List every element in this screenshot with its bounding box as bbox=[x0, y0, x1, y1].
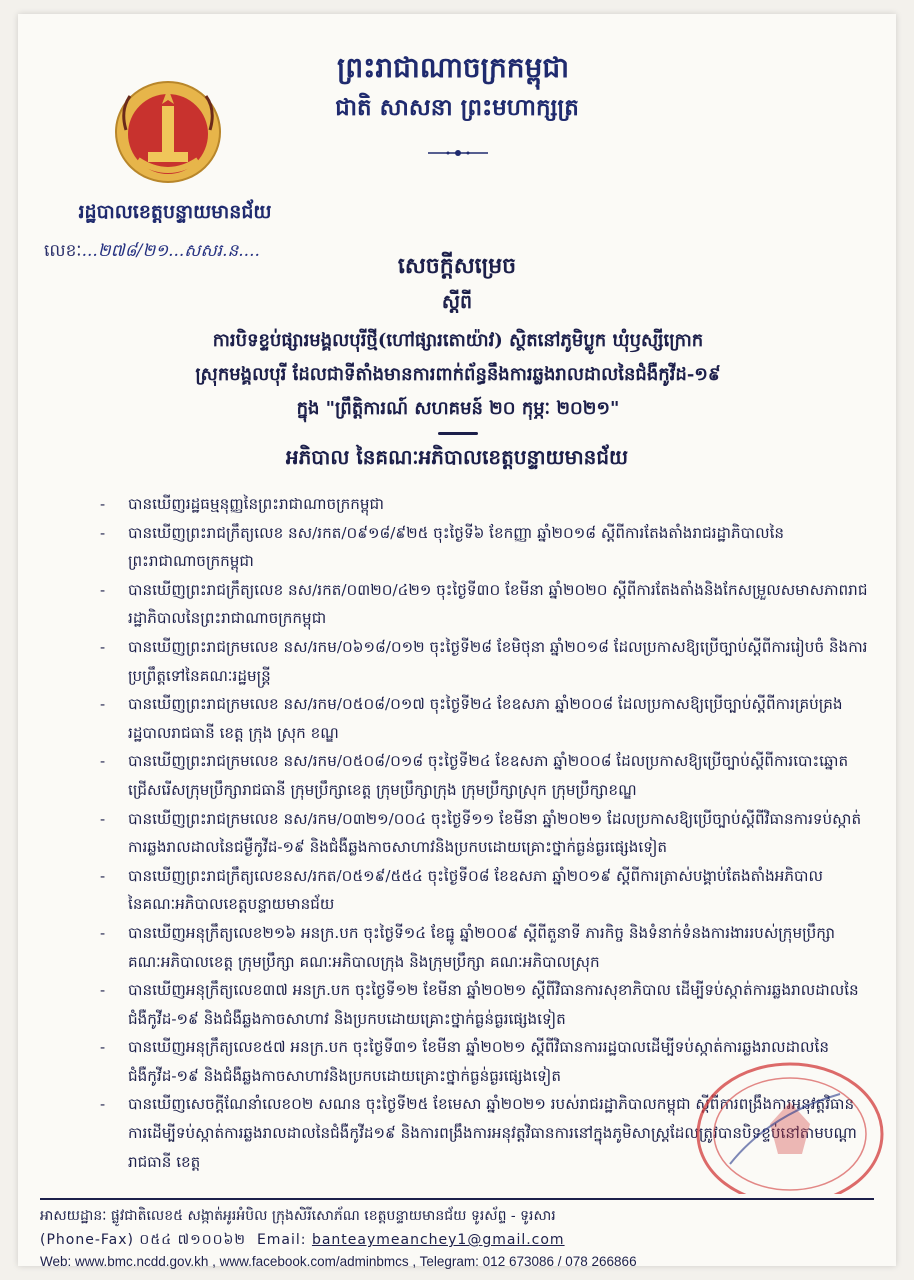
document-subtitle: ស្តីពី bbox=[441, 291, 473, 313]
list-item: - បានឃើញរដ្ឋធម្មនុញ្ញនៃព្រះរាជាណាចក្រកម្ពុជា bbox=[100, 495, 384, 513]
list-item: - បានឃើញព្រះរាជក្រមលេខ នស/រកម/០៥០៨/០១៧ ចុះថ្ងៃទី២៤ ខែឧសភា ឆ្នាំ២០០៨ ដែលប្រកាសឱ្យប្រើច្បាប់ស្តីពីការគ្រប់គ្រងរដ្ឋបាលរាជធានី ខេត្ត ក្រុង ស្រុក ខណ្ឌ bbox=[100, 695, 843, 742]
ornament-divider-icon bbox=[428, 148, 488, 158]
ref-suffix: ...សសរ.ន.... bbox=[168, 241, 260, 261]
list-item: - បានឃើញព្រះរាជក្រមលេខ នស/រកម/០៥០៨/០១៨ ចុះថ្ងៃទី២៤ ខែឧសភា ឆ្នាំ២០០៨ ដែលប្រកាសឱ្យប្រើច្បាប់ស្តីពីការបោះឆ្នោតជ្រើសរើសក្រុមប្រឹក្សារាជធានី ក្រុមប្រឹក្សាខេត្ត ក្រុមប្រឹក្សាក្រុង ក្រុមប្រឹក្សាស្រុក ក្រុមប្រឹក្សាខណ្ឌ bbox=[100, 752, 849, 799]
footer-divider bbox=[40, 1198, 874, 1200]
list-item: - បានឃើញព្រះរាជក្រមលេខ នស/រកម/០៣២១/០០៤ ចុះថ្ងៃទី១១ ខែមីនា ឆ្នាំ២០២១ ដែលប្រកាសឱ្យប្រើច្បាប់ស្តីពីវិធានការទប់ស្កាត់ការឆ្លងរាលដាលនៃជម្ងឺកូវីដ-១៩ និងជំងឺឆ្លងកាចសាហាវនិងប្រកបដោយគ្រោះថ្នាក់ធ្ងន់ធ្ងរផ្សេងទៀត bbox=[100, 809, 862, 857]
list-item: - បានឃើញព្រះរាជក្រឹត្យលេខ នស/រកត/០៩១៨/៩២៥ ចុះថ្ងៃទី៦ ខែកញ្ញា ឆ្នាំ២០១៨ ស្តីពីការតែងតាំងរាជរដ្ឋាភិបាលនៃព្រះរាជាណាចក្រកម្ពុជា bbox=[100, 523, 785, 571]
title-divider bbox=[438, 432, 478, 435]
ref-number-handwritten: ...២៧៨/២១ bbox=[81, 241, 169, 261]
list-item: - បានឃើញព្រះរាជក្រឹត្យលេខនស/រកត/០៥១៩/៥៥៤ ចុះថ្ងៃទី០៨ ខែឧសភា ឆ្នាំ២០១៩ ស្តីពីការត្រាស់បង្គាប់តែងតាំងអភិបាល នៃគណៈអភិបាលខេត្តបន្ទាយមានជ័យ bbox=[100, 866, 823, 914]
topic-line-2: ស្រុកមង្គលបុរី ដែលជាទីតាំងមានការពាក់ព័ន្ធនឹងការឆ្លងរាលដាលនៃជំងឺកូវីដ-១៩ bbox=[195, 364, 721, 385]
national-motto: ជាតិ សាសនា ព្រះមហាក្សត្រ bbox=[335, 94, 579, 121]
kingdom-title: ព្រះរាជាណាចក្រកម្ពុជា bbox=[336, 51, 569, 84]
footer-contact bbox=[40, 1230, 565, 1251]
list-item: - បានឃើញព្រះរាជក្រឹត្យលេខ នស/រកត/០៣២០/៤២១ ចុះថ្ងៃទី៣០ ខែមីនា ឆ្នាំ២០២០ ស្តីពីការតែងតាំងនិងកែសម្រួលសមាសភាពរាជរដ្ឋាភិបាលនៃព្រះរាជាណាចក្រកម្ពុជា bbox=[100, 580, 868, 628]
official-seal-stamp-icon bbox=[690, 1054, 890, 1194]
footer-email-label: Email: bbox=[256, 1232, 307, 1248]
section-heading: អភិបាល នៃគណៈអភិបាលខេត្តបន្ទាយមានជ័យ bbox=[285, 445, 629, 469]
topic-line-1: ការបិទខ្ទប់ផ្សារមង្គលបុរីថ្មី(ហៅផ្សារតោយ៉ាវ) ស្ថិតនៅភូមិប្លូក ឃុំឫស្សីក្រោក bbox=[212, 330, 704, 351]
footer-phone: (Phone-Fax) ០៥៤ ៧១០០៦២ bbox=[40, 1232, 247, 1248]
issuing-authority: រដ្ឋបាលខេត្តបន្ទាយមានជ័យ bbox=[78, 201, 272, 223]
footer-email-link[interactable]: banteaymeanchey1@gmail.com bbox=[311, 1232, 565, 1248]
footer-address: អាសយដ្ឋានៈ ផ្លូវជាតិលេខ៥ សង្កាត់អូរអំបិល ក្រុងសិរីសោភ័ណ ខេត្តបន្ទាយមានជ័យ ទូរស័ព្ទ - ទូរសារ bbox=[40, 1208, 556, 1224]
document-title: សេចក្តីសម្រេច bbox=[397, 253, 517, 279]
ref-label: លេខៈ bbox=[44, 241, 82, 261]
list-item: - បានឃើញសេចក្តីណែនាំលេខ០២ សណន ចុះថ្ងៃទី២៥ ខែមេសា ឆ្នាំ២០២១ របស់រាជរដ្ឋាភិបាលកម្ពុជា ស្តីពីការពង្រឹងការអនុវត្តវិធានការដើម្បីទប់ស្កាត់ការឆ្លងរាលដាលនៃជំងឺកូវីដ១៩ និងការពង្រឹងការអនុវត្តវិធានការនៅក្នុងភូមិសាស្ត្រដែលត្រូវបានបិទខ្ទប់នៅតាមបណ្តារាជធានី ខេត្ត bbox=[100, 1095, 857, 1171]
list-item: - បានឃើញអនុក្រឹត្យលេខ៣៧ អនក្រ.បក ចុះថ្ងៃទី១២ ខែមីនា ឆ្នាំ២០២១ ស្តីពីវិធានការសុខាភិបាល ដើម្បីទប់ស្កាត់ការឆ្លងរាលដាលនៃជំងឺកូវីដ-១៩ និងជំងឺឆ្លងកាចសាហាវ និងប្រកបដោយគ្រោះថ្នាក់ធ្ងន់ធ្ងរផ្សេងទៀត bbox=[100, 981, 859, 1028]
list-item: - បានឃើញព្រះរាជក្រមលេខ នស/រកម/០៦១៨/០១២ ចុះថ្ងៃទី២៨ ខែមិថុនា ឆ្នាំ២០១៨ ដែលប្រកាសឱ្យប្រើច្បាប់ស្តីពីការរៀបចំ និងការប្រព្រឹត្តទៅនៃគណៈរដ្ឋមន្ត្រី bbox=[100, 637, 868, 685]
topic-line-3: ក្នុង "ព្រឹត្តិការណ៍ សហគមន៍ ២០ កុម្ភៈ ២០២១" bbox=[296, 398, 620, 419]
document-page bbox=[18, 14, 896, 1269]
footer-web-links[interactable]: Web: www.bmc.ncdd.gov.kh , www.facebook.com/adminbmcs , Telegram: 012 673086 / 078 266866 bbox=[40, 1254, 637, 1269]
list-item: - បានឃើញអនុក្រឹត្យលេខ៥៧ អនក្រ.បក ចុះថ្ងៃទី៣១ ខែមីនា ឆ្នាំ២០២១ ស្តីពីវិធានការរដ្ឋបាលដើម្បីទប់ស្កាត់ការឆ្លងរាលដាលនៃជំងឺកូវីដ-១៩ និងជំងឺឆ្លងកាចសាហាវនិងប្រកបដោយគ្រោះថ្នាក់ធ្ងន់ធ្ងរផ្សេងទៀត bbox=[100, 1038, 829, 1085]
list-item: - បានឃើញអនុក្រឹត្យលេខ២១៦ អនក្រ.បក ចុះថ្ងៃទី១៤ ខែធ្នូ ឆ្នាំ២០០៩ ស្តីពីតួនាទី ភារកិច្ច និងទំនាក់ទំនងការងាររបស់ក្រុមប្រឹក្សា គណៈអភិបាលខេត្ត ក្រុមប្រឹក្សា គណៈអភិបាលក្រុង និងក្រុមប្រឹក្សា គណៈអភិបាលស្រុក bbox=[100, 923, 836, 971]
